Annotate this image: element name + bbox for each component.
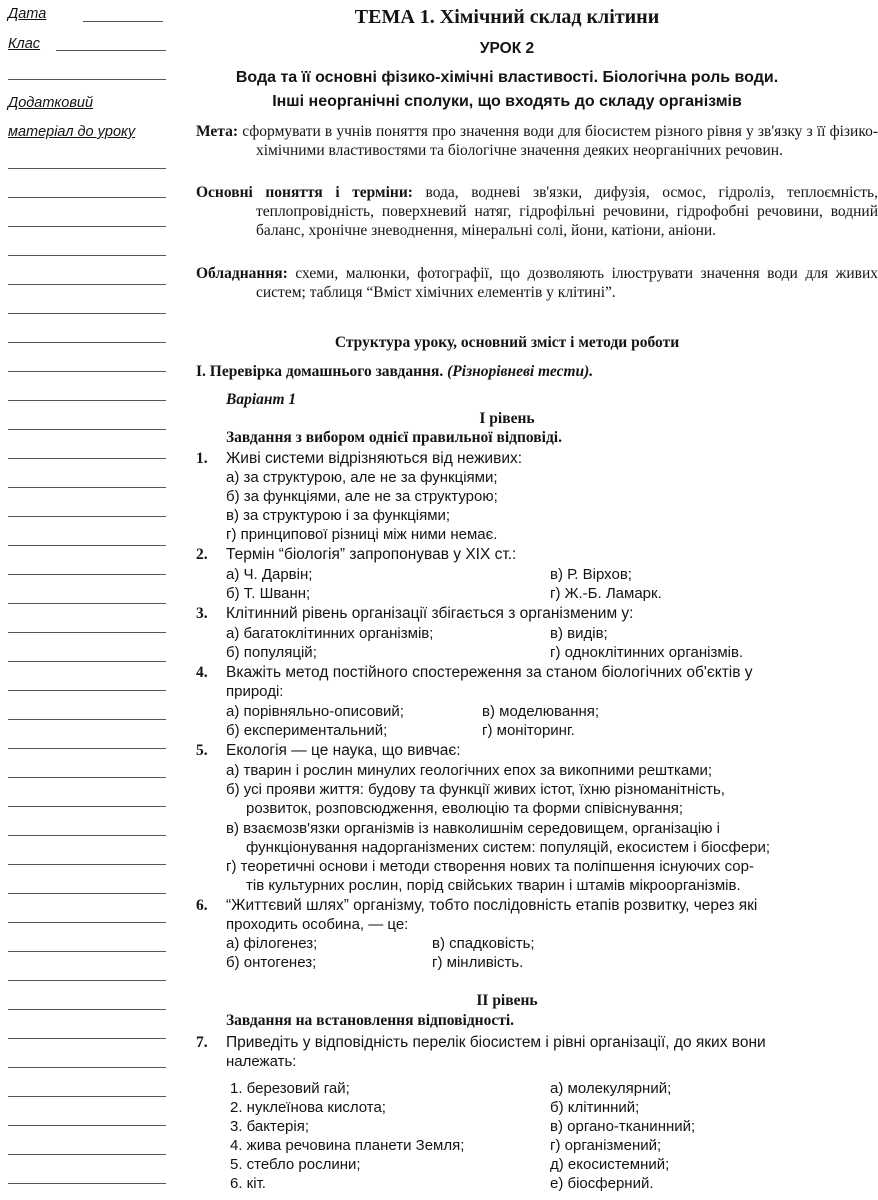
question-text: Приведіть у відповідність перелік біосистем і рівні організації, до яких вони <box>226 1034 766 1051</box>
organization-level-item: а) молекулярний; <box>550 1080 672 1097</box>
option-a: а) тварин і рослин минулих геологічних епох за викопними рештками; <box>226 762 713 779</box>
equipment-label: Обладнання: <box>196 265 288 282</box>
notes-line[interactable] <box>8 1096 166 1097</box>
notes-line[interactable] <box>8 1125 166 1126</box>
biosystem-item: 2. нуклеїнова кислота; <box>230 1099 386 1116</box>
question-text-cont: природі: <box>226 683 284 700</box>
option-c: в) Р. Вірхов; <box>550 566 632 583</box>
option-c: в) спадковість; <box>432 935 535 952</box>
notes-line[interactable] <box>8 719 166 720</box>
organization-level-item: б) клітинний; <box>550 1099 640 1116</box>
option-c: в) видів; <box>550 625 608 642</box>
section-1-title: І. Перевірка домашнього завдання. <box>196 363 444 380</box>
class-line[interactable] <box>56 50 166 51</box>
notes-line[interactable] <box>8 400 166 401</box>
key-terms <box>196 183 878 240</box>
lesson-goal <box>196 122 878 160</box>
notes-line[interactable] <box>8 603 166 604</box>
notes-line[interactable] <box>8 516 166 517</box>
goal-text: сформувати в учнів поняття про значення води для біосистем різного рівня у зв'язку з її фізико-хімічними властивостями та біологічне значення деяких неорганічних речовин. <box>242 123 878 159</box>
option-d: г) мінливість. <box>432 954 524 971</box>
option-b: б) за функціями, але не за структурою; <box>226 488 498 505</box>
notes-line[interactable] <box>8 893 166 894</box>
notes-line[interactable] <box>8 168 166 169</box>
notes-line[interactable] <box>8 1067 166 1068</box>
option-c: в) взаємозв'язки організмів із навколишнім середовищем, організацію і <box>226 820 721 837</box>
question-text: Вкажіть метод постійного спостереження за станом біологічних об'єктів у <box>226 664 753 681</box>
question-text-cont: проходить особина, — це: <box>226 916 409 933</box>
notes-line[interactable] <box>8 371 166 372</box>
equipment <box>196 264 878 302</box>
question-number: 5. <box>196 742 208 759</box>
option-a: а) Ч. Дарвін; <box>226 566 313 583</box>
question-number: 6. <box>196 897 208 914</box>
question-number: 2. <box>196 546 208 563</box>
notes-line[interactable] <box>8 748 166 749</box>
option-d: г) моніторинг. <box>482 722 575 739</box>
notes-line[interactable] <box>8 1154 166 1155</box>
level-1-title: І рівень <box>479 410 535 427</box>
option-a: а) за структурою, але не за функціями; <box>226 469 498 486</box>
date-line[interactable] <box>83 21 163 22</box>
question-text: Екологія — це наука, що вивчає: <box>226 742 461 759</box>
notes-line[interactable] <box>8 342 166 343</box>
biosystem-item: 6. кіт. <box>230 1175 266 1192</box>
organization-level-item: д) екосистемний; <box>550 1156 670 1173</box>
option-b: б) популяцій; <box>226 644 317 661</box>
notes-line[interactable] <box>8 458 166 459</box>
option-d: г) одноклітинних організмів. <box>550 644 744 661</box>
question-text: Живі системи відрізняються від неживих: <box>226 450 523 467</box>
biosystem-item: 4. жива речовина планети Земля; <box>230 1137 465 1154</box>
section-1-note: (Різнорівневі тести). <box>447 363 594 380</box>
question-number: 1. <box>196 450 208 467</box>
notes-line[interactable] <box>8 313 166 314</box>
extra-material-label-1: Додатковий <box>8 95 94 111</box>
variant-label: Варіант 1 <box>226 391 297 408</box>
option-a: а) багатоклітинних організмів; <box>226 625 434 642</box>
notes-line[interactable] <box>8 79 166 80</box>
date-label: Дата <box>8 6 47 22</box>
notes-line[interactable] <box>8 661 166 662</box>
option-d: г) теоретичні основи і методи створення нових та поліпшення існуючих сор- <box>226 858 754 875</box>
notes-line[interactable] <box>8 197 166 198</box>
topic-title: ТЕМА 1. Хімічний склад клітини <box>354 6 660 28</box>
extra-material-label-2: матеріал до уроку <box>8 124 136 140</box>
goal-label: Мета: <box>196 123 239 140</box>
terms-text: вода, водневі зв'язки, дифузія, осмос, гідроліз, теплоємність, теплопровідність, поверхневий натяг, гідрофільні речовини, гідрофобні речовини, водний баланс, хронічне зневоднення, мінеральні солі, йони, катіони, аніони. <box>256 184 878 239</box>
class-label: Клас <box>8 36 41 52</box>
section-1-heading <box>196 363 818 381</box>
question-number: 4. <box>196 664 208 681</box>
organization-level-item: е) біосферний. <box>550 1175 654 1192</box>
question-text: “Життєвий шлях” організму, тобто послідовність етапів розвитку, через які <box>226 897 758 914</box>
notes-line[interactable] <box>8 922 166 923</box>
notes-line[interactable] <box>8 545 166 546</box>
biosystem-item: 1. березовий гай; <box>230 1080 350 1097</box>
notes-line[interactable] <box>8 1009 166 1010</box>
option-d: г) принципової різниці між ними немає. <box>226 526 498 543</box>
notes-line[interactable] <box>8 1038 166 1039</box>
option-c: в) моделювання; <box>482 703 600 720</box>
question-text: Клітинний рівень організації збігається з організменим у: <box>226 605 634 622</box>
lesson-title-line-2: Інші неорганічні сполуки, що входять до складу організмів <box>272 93 742 110</box>
level-2-task: Завдання на встановлення відповідності. <box>226 1012 515 1029</box>
lesson-number: УРОК 2 <box>479 40 535 57</box>
organization-level-item: в) органо-тканинний; <box>550 1118 696 1135</box>
question-text: Термін “біологія” запропонував у XIX ст.: <box>226 546 517 563</box>
notes-line[interactable] <box>8 980 166 981</box>
notes-line[interactable] <box>8 255 166 256</box>
option-a: а) порівняльно-описовий; <box>226 703 404 720</box>
option-a: а) філогенез; <box>226 935 318 952</box>
notes-line[interactable] <box>8 777 166 778</box>
notes-line[interactable] <box>8 429 166 430</box>
notes-line[interactable] <box>8 574 166 575</box>
option-b: б) онтогенез; <box>226 954 317 971</box>
notes-line[interactable] <box>8 690 166 691</box>
notes-line[interactable] <box>8 226 166 227</box>
notes-line[interactable] <box>8 632 166 633</box>
notes-line[interactable] <box>8 806 166 807</box>
notes-line[interactable] <box>8 284 166 285</box>
biosystem-item: 3. бактерія; <box>230 1118 310 1135</box>
option-d-cont: тів культурних рослин, порід свійських тварин і штамів мікроорганізмів. <box>246 877 741 894</box>
lesson-title-line-1: Вода та її основні фізико-хімічні властивості. Біологічна роль води. <box>235 69 779 86</box>
notes-line[interactable] <box>8 487 166 488</box>
question-number: 3. <box>196 605 208 622</box>
question-text-cont: належать: <box>226 1053 297 1070</box>
option-c: в) за структурою і за функціями; <box>226 507 451 524</box>
option-b: б) експериментальний; <box>226 722 388 739</box>
option-b-cont: розвиток, розповсюдження, еволюцію та форми співіснування; <box>246 800 684 817</box>
notes-line[interactable] <box>8 835 166 836</box>
level-2-title: ІІ рівень <box>476 992 538 1009</box>
option-d: г) Ж.-Б. Ламарк. <box>550 585 662 602</box>
option-c-cont: функціонування надорганізмених систем: популяцій, екосистем і біосфери; <box>246 839 771 856</box>
notes-line[interactable] <box>8 864 166 865</box>
notes-line[interactable] <box>8 1183 166 1184</box>
biosystem-item: 5. стебло рослини; <box>230 1156 361 1173</box>
notes-line[interactable] <box>8 951 166 952</box>
organization-level-item: г) організмений; <box>550 1137 662 1154</box>
equipment-text: схеми, малюнки, фотографії, що дозволяють ілюструвати значення води для живих систем; таблиця “Вміст хімічних елементів у клітині”. <box>256 265 878 301</box>
option-b: б) Т. Шванн; <box>226 585 311 602</box>
option-b: б) усі прояви життя: будову та функції живих істот, їхню різноманітність, <box>226 781 725 798</box>
terms-label: Основні поняття і терміни: <box>196 184 413 201</box>
question-number: 7. <box>196 1034 208 1051</box>
structure-heading: Структура уроку, основний зміст і методи роботи <box>334 334 680 351</box>
level-1-task: Завдання з вибором однієї правильної відповіді. <box>226 429 562 446</box>
